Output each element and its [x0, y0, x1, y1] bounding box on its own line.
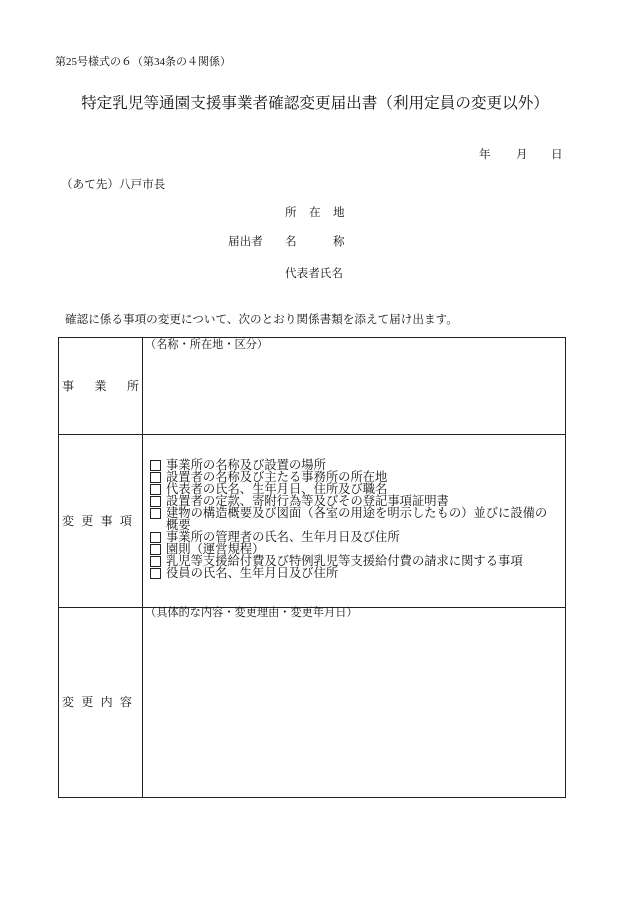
change-items-label-cell [59, 434, 143, 607]
applicant-representative-label: 代表者氏名 [285, 267, 343, 280]
change-items-label: 変更事項 [62, 513, 140, 528]
change-details-content-cell [143, 607, 565, 797]
option-label: 乳児等支援給付費及び特例乳児等支援給付費の請求に関する事項 [166, 554, 523, 568]
checkbox[interactable] [150, 460, 161, 471]
addressee: （あて先）八戸市長 [61, 178, 166, 191]
checkbox[interactable] [150, 556, 161, 567]
checkbox-wrap [148, 507, 166, 519]
change-details-label: 変更内容 [62, 695, 140, 709]
option-label: 設置者の名称及び主たる事務所の所在地 [166, 470, 388, 484]
checkbox-wrap [148, 495, 166, 507]
list-item [148, 507, 551, 531]
document-title: 特定乳児等通園支援事業者確認変更届出書（利用定員の変更以外） [81, 95, 549, 112]
form-number: 第25号様式の６（第34条の４関係） [55, 56, 231, 68]
option-label: 園則（運営規程） [166, 542, 265, 556]
table-row-facility [59, 338, 565, 435]
list-item [148, 567, 551, 579]
applicant-name-label: 名称 [285, 235, 381, 248]
checkbox-wrap [148, 555, 166, 567]
checkbox-wrap [148, 531, 166, 543]
checkbox[interactable] [150, 508, 161, 519]
checkbox[interactable] [150, 496, 161, 507]
checkbox[interactable] [150, 544, 161, 555]
table-row-change-details [59, 607, 565, 797]
table-row-change-items [59, 434, 565, 608]
facility-content-cell [143, 338, 565, 434]
date-day-label: 日 [551, 148, 563, 161]
change-details-label-cell [59, 607, 143, 797]
applicant-group-label: 届出者 [228, 235, 263, 248]
option-label: 建物の構造概要及び図面（各室の用途を明示したもの）並びに設備の概要 [166, 506, 548, 532]
date-year-label: 年 [479, 148, 491, 161]
statement-text: 確認に係る事項の変更について、次のとおり関係書類を添えて届け出ます。 [65, 313, 458, 326]
checkbox[interactable] [150, 472, 161, 483]
checkbox-wrap [148, 471, 166, 483]
facility-label-cell [59, 338, 160, 434]
facility-hint: （名称・所在地・区分） [145, 339, 269, 351]
facility-label: 事業所 [62, 379, 160, 393]
checkbox[interactable] [150, 568, 161, 579]
checkbox-wrap [148, 459, 166, 471]
option-label: 事業所の名称及び設置の場所 [166, 458, 326, 472]
option-label: 役員の氏名、生年月日及び住所 [166, 566, 339, 580]
checkbox-wrap [148, 567, 166, 579]
change-items-content-cell [143, 434, 565, 607]
option-label: 代表者の氏名、生年月日、住所及び職名 [166, 482, 388, 496]
checkbox-wrap [148, 483, 166, 495]
change-items-list [148, 459, 551, 579]
change-details-hint: （具体的な内容・変更理由・変更年月日） [145, 607, 358, 619]
date-month-label: 月 [516, 148, 528, 161]
checkbox[interactable] [150, 532, 161, 543]
checkbox-wrap [148, 543, 166, 555]
applicant-address-label: 所在地 [285, 206, 357, 219]
option-label: 事業所の管理者の氏名、生年月日及び住所 [166, 530, 400, 544]
checkbox[interactable] [150, 484, 161, 495]
form-table [58, 337, 566, 798]
option-label: 設置者の定款、寄附行為等及びその登記事項証明書 [166, 494, 449, 508]
